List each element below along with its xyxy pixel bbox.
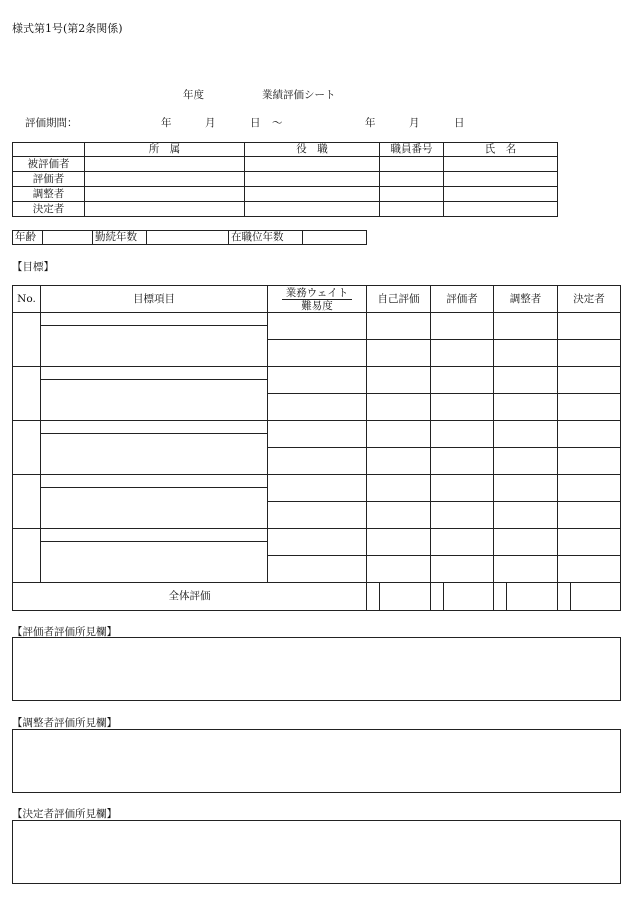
goal-item-title-cell[interactable] [41,421,268,434]
period-end-day: 日 [454,117,465,129]
goal-self-eval-cell[interactable] [367,448,431,475]
goal-evaluator-cell[interactable] [431,475,494,502]
age-label: 年齢 [13,231,43,245]
goal-evaluator-cell[interactable] [431,421,494,448]
col-self-header: 自己評価 [367,286,431,313]
goals-heading: 【目標】 [12,261,54,273]
weight-label: 業務ウェイト [285,286,349,299]
cell-input[interactable] [380,187,444,202]
goal-item-title-cell[interactable] [41,367,268,380]
goal-row [13,313,621,326]
goals-table [12,285,621,611]
goal-adjuster-cell[interactable] [494,340,558,367]
goal-adjuster-cell[interactable] [494,394,558,421]
row-evaluator: 評価者 [13,172,85,187]
cell-input[interactable] [444,187,558,202]
goal-number-cell[interactable] [13,313,41,367]
goal-decider-cell[interactable] [558,556,621,583]
row-evaluatee: 被評価者 [13,157,85,172]
goal-decider-cell[interactable] [558,421,621,448]
header-name: 氏 名 [444,143,558,157]
cell-input[interactable] [380,172,444,187]
goal-number-cell[interactable] [13,529,41,583]
goal-item-title-cell[interactable] [41,475,268,488]
goal-weight-cell[interactable] [268,529,367,556]
goal-item-detail-cell[interactable] [41,434,268,475]
tenure-input[interactable] [147,231,229,245]
header-position: 役 職 [245,143,380,157]
goal-evaluator-cell[interactable] [431,394,494,421]
overall-decider-mark-box[interactable] [558,583,571,610]
overall-evaluator-mark-box[interactable] [431,583,444,610]
header-affiliation: 所 属 [85,143,245,157]
goal-number-cell[interactable] [13,475,41,529]
col-adjuster-header: 調整者 [494,286,558,313]
goal-difficulty-cell[interactable] [268,556,367,583]
goal-decider-cell[interactable] [558,475,621,502]
goal-row [13,475,621,488]
position-tenure-input[interactable] [303,231,367,245]
cell-input[interactable] [444,157,558,172]
goal-item-title-cell[interactable] [41,313,268,326]
row-decider: 決定者 [13,202,85,217]
cell-input[interactable] [85,157,245,172]
goal-item-title-cell[interactable] [41,529,268,542]
goal-self-eval-cell[interactable] [367,394,431,421]
overall-row [13,583,621,611]
goal-evaluator-cell[interactable] [431,340,494,367]
goal-self-eval-cell[interactable] [367,367,431,394]
adjuster-comment-heading: 【調整者評価所見欄】 [12,717,117,729]
row-adjuster: 調整者 [13,187,85,202]
goal-adjuster-cell[interactable] [494,448,558,475]
goal-adjuster-cell[interactable] [494,556,558,583]
goal-self-eval-cell[interactable] [367,529,431,556]
person-header-blank [13,143,85,157]
tenure-label: 勤続年数 [93,231,147,245]
goal-difficulty-cell[interactable] [268,502,367,529]
goal-evaluator-cell[interactable] [431,448,494,475]
goal-decider-cell[interactable] [558,313,621,340]
goal-decider-cell[interactable] [558,529,621,556]
cell-input[interactable] [85,172,245,187]
col-no-header: No. [13,286,41,313]
period-start-day: 日 [250,117,261,129]
period-label: 評価期間： [25,117,78,129]
goal-row [13,421,621,434]
age-input[interactable] [43,231,93,245]
overall-adjuster-cell [494,583,558,611]
overall-evaluator-value-box[interactable] [444,583,493,610]
goal-number-cell[interactable] [13,421,41,475]
goal-difficulty-cell[interactable] [268,394,367,421]
cell-input[interactable] [380,202,444,217]
difficulty-label: 難易度 [282,299,352,312]
goal-difficulty-cell[interactable] [268,340,367,367]
sheet-title: 業績評価シート [262,89,336,101]
goal-row [13,367,621,380]
cell-input[interactable] [85,202,245,217]
col-decider-header: 決定者 [558,286,621,313]
period-end-year: 年 [365,117,376,129]
goal-adjuster-cell[interactable] [494,421,558,448]
col-evaluator-header: 評価者 [431,286,494,313]
goal-evaluator-cell[interactable] [431,367,494,394]
overall-label: 全体評価 [13,583,367,611]
fiscal-year-label: 年度 [183,89,204,101]
goal-item-detail-cell[interactable] [41,326,268,367]
goal-decider-cell[interactable] [558,448,621,475]
goal-weight-cell[interactable] [268,421,367,448]
overall-adjuster-value-box[interactable] [507,583,557,610]
goal-item-detail-cell[interactable] [41,380,268,421]
overall-self-eval-value-box[interactable] [380,583,430,610]
goal-item-detail-cell[interactable] [41,488,268,529]
cell-input[interactable] [444,202,558,217]
goal-self-eval-cell[interactable] [367,502,431,529]
cell-input[interactable] [85,187,245,202]
goal-self-eval-cell[interactable] [367,475,431,502]
goal-self-eval-cell[interactable] [367,421,431,448]
period-start-year: 年 [161,117,172,129]
goal-decider-cell[interactable] [558,367,621,394]
goal-evaluator-cell[interactable] [431,313,494,340]
goal-decider-cell[interactable] [558,394,621,421]
period-start-month: 月 [205,117,216,129]
evaluator-comment-box[interactable] [12,637,621,701]
overall-self-eval-mark-box[interactable] [367,583,380,610]
goal-evaluator-cell[interactable] [431,502,494,529]
overall-decider-cell [558,583,621,611]
goal-adjuster-cell[interactable] [494,313,558,340]
evaluator-comment-heading: 【評価者評価所見欄】 [12,626,117,638]
goal-adjuster-cell[interactable] [494,529,558,556]
goal-adjuster-cell[interactable] [494,367,558,394]
goal-adjuster-cell[interactable] [494,502,558,529]
cell-input[interactable] [245,157,380,172]
col-item-header: 目標項目 [41,286,268,313]
overall-adjuster-mark-box[interactable] [494,583,507,610]
cell-input[interactable] [380,157,444,172]
goal-weight-cell[interactable] [268,367,367,394]
overall-decider-value-box[interactable] [571,583,620,610]
goal-item-detail-cell[interactable] [41,542,268,583]
header-employee-number: 職員番号 [380,143,444,157]
position-tenure-label: 在職位年数 [229,231,303,245]
goal-adjuster-cell[interactable] [494,475,558,502]
goal-self-eval-cell[interactable] [367,340,431,367]
cell-input[interactable] [245,187,380,202]
adjuster-comment-box[interactable] [12,729,621,793]
cell-input[interactable] [444,172,558,187]
goal-decider-cell[interactable] [558,502,621,529]
goal-self-eval-cell[interactable] [367,313,431,340]
goal-self-eval-cell[interactable] [367,556,431,583]
form-number: 様式第1号(第2条関係) [12,22,123,35]
overall-evaluator-cell [431,583,494,611]
goal-number-cell[interactable] [13,367,41,421]
goal-row [13,529,621,542]
decider-comment-box[interactable] [12,820,621,884]
cell-input[interactable] [245,202,380,217]
info-table [12,230,367,245]
goal-weight-cell[interactable] [268,475,367,502]
period-end-month: 月 [409,117,420,129]
goal-evaluator-cell[interactable] [431,556,494,583]
goal-difficulty-cell[interactable] [268,448,367,475]
goal-weight-cell[interactable] [268,313,367,340]
decider-comment-heading: 【決定者評価所見欄】 [12,808,117,820]
goal-decider-cell[interactable] [558,340,621,367]
person-table [12,142,558,217]
period-tilde: ～ [272,117,283,129]
overall-self-eval-cell [367,583,431,611]
col-weight-header [268,286,367,313]
cell-input[interactable] [245,172,380,187]
goal-evaluator-cell[interactable] [431,529,494,556]
